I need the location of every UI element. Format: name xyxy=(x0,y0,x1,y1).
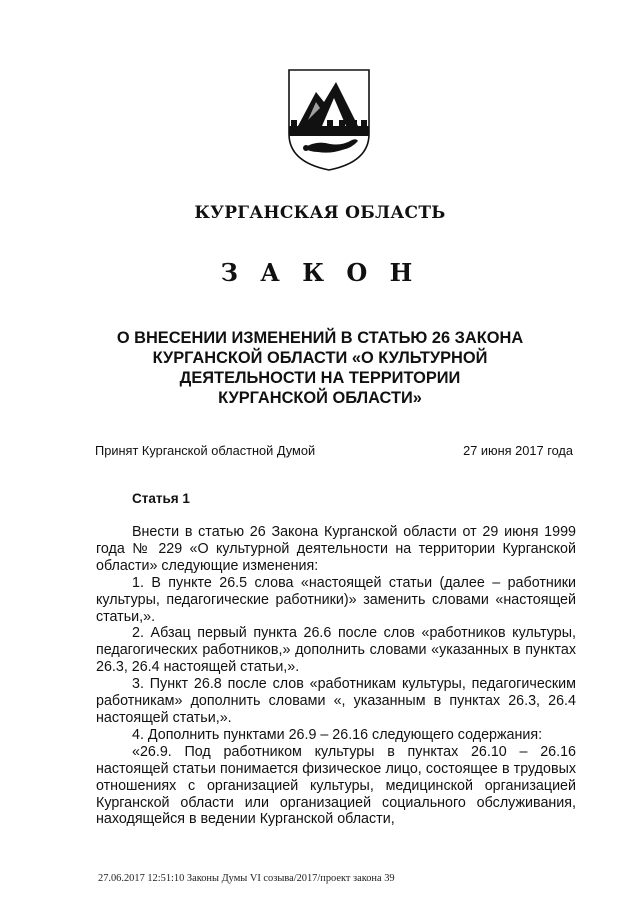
article-paragraph: 4. Дополнить пунктами 26.9 – 26.16 следующего содержания: xyxy=(132,726,543,743)
article-paragraph: 1. В пункте 26.5 слова «настоящей статьи (далее – работники культуры, педагогические работники)» заменить словами «настоящей статьи,». xyxy=(96,574,576,625)
article-heading: Статья 1 xyxy=(132,491,190,506)
article-paragraph: 3. Пункт 26.8 после слов «работникам культуры, педагогическим работникам» дополнить словами «, указанным в пунктах 26.3, 26.4 настоящей статьи,». xyxy=(96,676,576,726)
adopted-by: Принят Курганской областной Думой xyxy=(95,443,316,458)
article-paragraph: Внести в статью 26 Закона Курганской области от 29 июня 1999 года № 229 «О культурной деятельности на территории Курганской области» следующие изменения: xyxy=(96,524,576,574)
law-title-line: О ВНЕСЕНИИ ИЗМЕНЕНИЙ В СТАТЬЮ 26 ЗАКОНА xyxy=(116,329,524,347)
region-name: КУРГАНСКАЯ ОБЛАСТЬ xyxy=(194,203,446,223)
article-paragraph: «26.9. Под работником культуры в пунктах 26.10 – 26.16 настоящей статьи понимается физическое лицо, состоящее в трудовых отношениях с организацией культуры, медицинской организацией Курганской области или организацией социального обслуживания, находящейся в ведении Курганской области, xyxy=(96,743,576,828)
law-title xyxy=(100,328,540,408)
footer-doc-info: 27.06.2017 12:51:10 Законы Думы VI созыва/2017/проект закона 39 xyxy=(98,873,395,884)
law-title-line: КУРГАНСКОЙ ОБЛАСТИ» xyxy=(218,389,422,407)
article-paragraph: 2. Абзац первый пункта 26.6 после слов «работников культуры, педагогических работников,» дополнить словами «указанных в пунктах 26.3, 26.4 настоящей статьи,». xyxy=(96,625,576,676)
law-title-line: КУРГАНСКОЙ ОБЛАСТИ «О КУЛЬТУРНОЙ xyxy=(152,349,488,367)
document-type: З А К О Н xyxy=(220,258,420,287)
article-body xyxy=(96,524,576,828)
kurgan-coat-of-arms-icon xyxy=(286,68,372,172)
adoption-date: 27 июня 2017 года xyxy=(463,443,573,458)
law-title-line: ДЕЯТЕЛЬНОСТИ НА ТЕРРИТОРИИ xyxy=(179,369,461,387)
